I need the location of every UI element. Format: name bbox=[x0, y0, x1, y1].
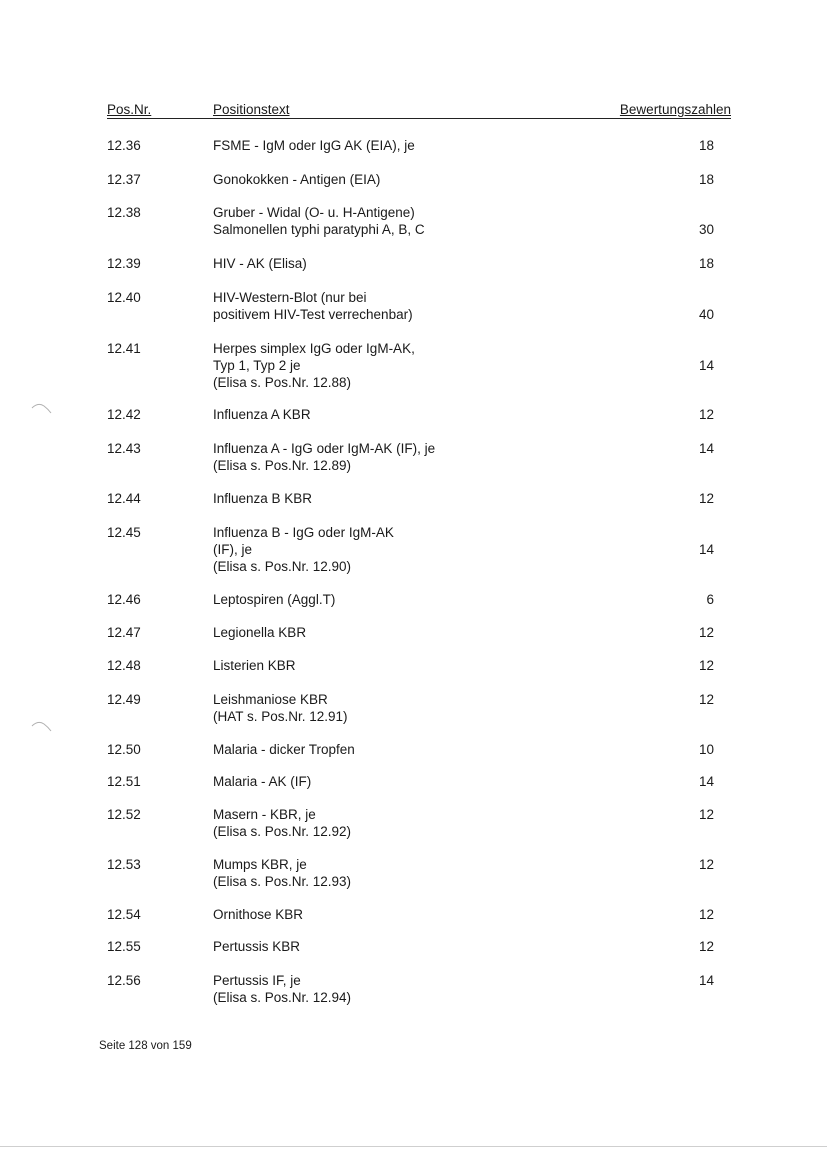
score-value: 12 bbox=[698, 907, 714, 922]
position-text bbox=[213, 691, 613, 725]
position-text-line: Salmonellen typhi paratyphi A, B, C bbox=[213, 222, 425, 237]
position-number: 12.52 bbox=[107, 807, 141, 822]
position-text bbox=[213, 524, 613, 575]
position-number: 12.55 bbox=[107, 939, 141, 954]
position-text bbox=[213, 938, 613, 955]
score-value: 14 bbox=[698, 358, 714, 373]
score-value: 12 bbox=[698, 658, 714, 673]
score-value: 12 bbox=[698, 407, 714, 422]
table-header bbox=[107, 102, 731, 119]
header-bewertungszahlen: Bewertungszahlen bbox=[619, 102, 731, 117]
position-text-line: Influenza A KBR bbox=[213, 407, 311, 422]
score-value: 14 bbox=[698, 973, 714, 988]
score-value: 12 bbox=[698, 807, 714, 822]
score-value: 10 bbox=[698, 742, 714, 757]
position-text-line: (Elisa s. Pos.Nr. 12.93) bbox=[213, 874, 352, 889]
position-text bbox=[213, 406, 613, 423]
score-value: 18 bbox=[698, 256, 714, 271]
position-text bbox=[213, 773, 613, 790]
scan-edge-line bbox=[0, 1146, 827, 1147]
position-text-line: HIV-Western-Blot (nur bei bbox=[213, 290, 367, 305]
position-number: 12.44 bbox=[107, 491, 141, 506]
position-text bbox=[213, 972, 613, 1006]
position-text bbox=[213, 171, 613, 188]
position-text bbox=[213, 289, 613, 323]
position-text-line: (Elisa s. Pos.Nr. 12.90) bbox=[213, 559, 352, 574]
position-number: 12.56 bbox=[107, 973, 141, 988]
position-number: 12.54 bbox=[107, 907, 141, 922]
score-value: 18 bbox=[698, 138, 714, 153]
position-text-line: (IF), je bbox=[213, 542, 252, 557]
position-text-line: Mumps KBR, je bbox=[213, 857, 307, 872]
score-value: 12 bbox=[698, 491, 714, 506]
position-number: 12.36 bbox=[107, 138, 141, 153]
position-number: 12.37 bbox=[107, 172, 141, 187]
score-value: 12 bbox=[698, 939, 714, 954]
position-number: 12.45 bbox=[107, 525, 141, 540]
position-text-line: (Elisa s. Pos.Nr. 12.92) bbox=[213, 824, 352, 839]
position-text-line: (Elisa s. Pos.Nr. 12.89) bbox=[213, 458, 352, 473]
score-value: 12 bbox=[698, 857, 714, 872]
position-number: 12.38 bbox=[107, 205, 141, 220]
position-text-line: Gonokokken - Antigen (EIA) bbox=[213, 172, 381, 187]
position-text-line: Masern - KBR, je bbox=[213, 807, 316, 822]
position-text bbox=[213, 624, 613, 641]
position-text-line: Leishmaniose KBR bbox=[213, 692, 328, 707]
position-number: 12.48 bbox=[107, 658, 141, 673]
score-value: 40 bbox=[698, 307, 714, 322]
score-value: 14 bbox=[698, 774, 714, 789]
score-value: 12 bbox=[698, 692, 714, 707]
position-text-line: FSME - IgM oder IgG AK (EIA), je bbox=[213, 138, 415, 153]
score-value: 14 bbox=[698, 542, 714, 557]
score-value: 12 bbox=[698, 625, 714, 640]
score-value: 14 bbox=[698, 441, 714, 456]
punch-mark bbox=[30, 718, 52, 732]
position-text-line: Influenza B KBR bbox=[213, 491, 313, 506]
position-text bbox=[213, 657, 613, 674]
position-text-line: Influenza B - IgG oder IgM-AK bbox=[213, 525, 394, 540]
position-text-line: positivem HIV-Test verrechenbar) bbox=[213, 307, 413, 322]
position-number: 12.39 bbox=[107, 256, 141, 271]
position-text-line: Ornithose KBR bbox=[213, 907, 304, 922]
position-text bbox=[213, 204, 613, 238]
position-text-line: Legionella KBR bbox=[213, 625, 307, 640]
score-value: 18 bbox=[698, 172, 714, 187]
position-text-line: Pertussis IF, je bbox=[213, 973, 301, 988]
header-positionstext: Positionstext bbox=[213, 102, 290, 117]
position-number: 12.46 bbox=[107, 592, 141, 607]
position-text-line: (Elisa s. Pos.Nr. 12.88) bbox=[213, 375, 352, 390]
position-text-line: Malaria - dicker Tropfen bbox=[213, 742, 355, 757]
position-text-line: (Elisa s. Pos.Nr. 12.94) bbox=[213, 990, 352, 1005]
position-text-line: HIV - AK (Elisa) bbox=[213, 256, 307, 271]
position-text bbox=[213, 741, 613, 758]
position-text bbox=[213, 490, 613, 507]
position-text bbox=[213, 591, 613, 608]
punch-mark bbox=[30, 400, 52, 414]
position-number: 12.53 bbox=[107, 857, 141, 872]
position-text bbox=[213, 856, 613, 890]
position-number: 12.43 bbox=[107, 441, 141, 456]
position-text-line: Typ 1, Typ 2 je bbox=[213, 358, 301, 373]
page-footer: Seite 128 von 159 bbox=[99, 1040, 192, 1052]
header-pos-nr: Pos.Nr. bbox=[107, 102, 152, 117]
position-number: 12.51 bbox=[107, 774, 141, 789]
position-text-line: Gruber - Widal (O- u. H-Antigene) bbox=[213, 205, 415, 220]
position-text-line: Herpes simplex IgG oder IgM-AK, bbox=[213, 341, 415, 356]
position-number: 12.40 bbox=[107, 290, 141, 305]
position-text bbox=[213, 340, 613, 391]
score-value: 6 bbox=[706, 592, 714, 607]
position-text-line: Leptospiren (Aggl.T) bbox=[213, 592, 336, 607]
position-number: 12.50 bbox=[107, 742, 141, 757]
position-text-line: (HAT s. Pos.Nr. 12.91) bbox=[213, 709, 348, 724]
position-number: 12.47 bbox=[107, 625, 141, 640]
position-text-line: Listerien KBR bbox=[213, 658, 296, 673]
position-text-line: Pertussis KBR bbox=[213, 939, 301, 954]
position-text bbox=[213, 806, 613, 840]
position-text bbox=[213, 255, 613, 272]
position-number: 12.42 bbox=[107, 407, 141, 422]
position-text bbox=[213, 440, 613, 474]
position-number: 12.49 bbox=[107, 692, 141, 707]
position-text bbox=[213, 137, 613, 154]
score-value: 30 bbox=[698, 222, 714, 237]
position-text-line: Malaria - AK (IF) bbox=[213, 774, 312, 789]
position-number: 12.41 bbox=[107, 341, 141, 356]
position-text-line: Influenza A - IgG oder IgM-AK (IF), je bbox=[213, 441, 436, 456]
position-text bbox=[213, 906, 613, 923]
